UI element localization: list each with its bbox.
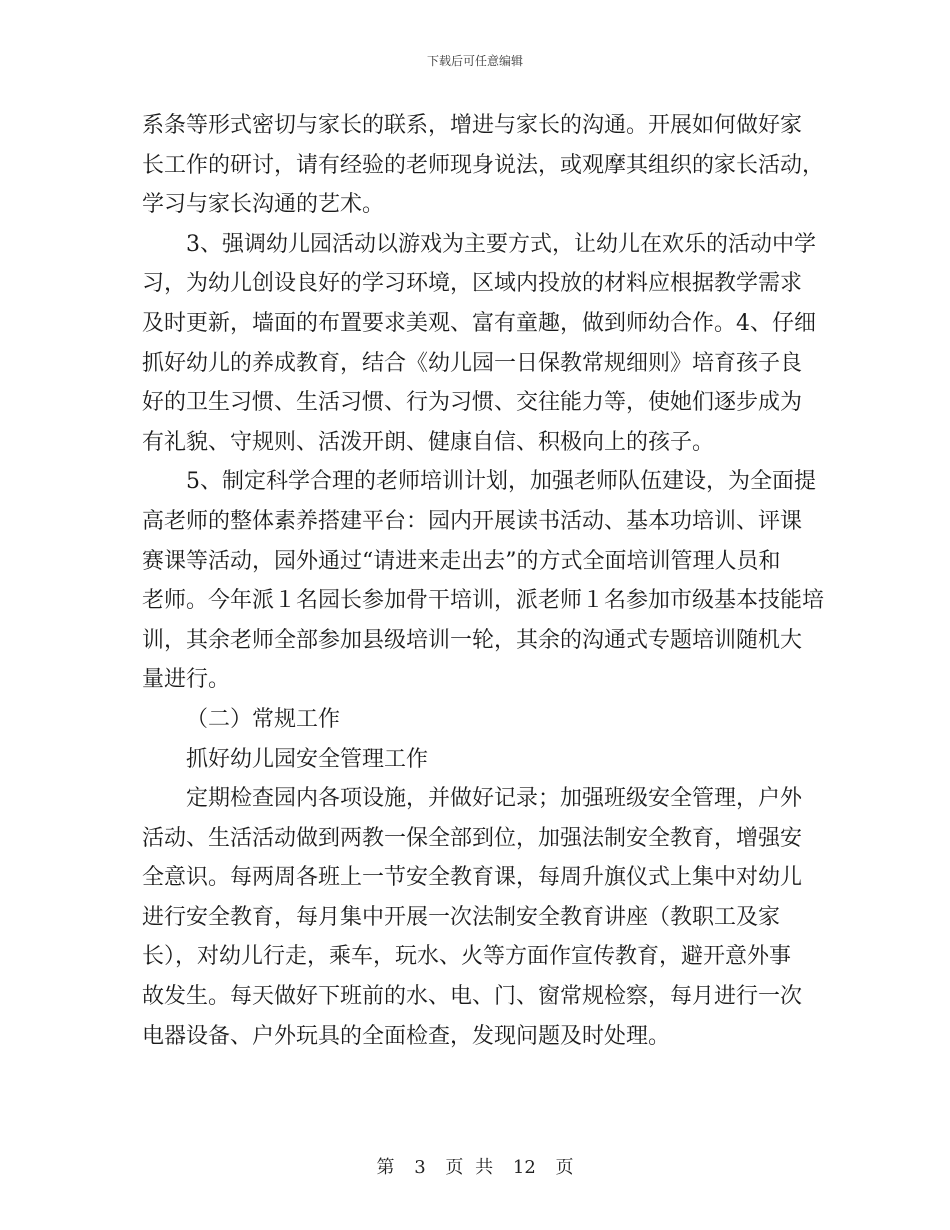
document-body (142, 106, 825, 1056)
text-line: 老师。今年派１名园长参加骨干培训，派老师１名参加市级基本技能培 (142, 588, 825, 614)
text-line: 有礼貌、守规则、活泼开朗、健康自信、积极向上的孩子。 (142, 429, 715, 455)
text-line: 5、制定科学合理的老师培训计划，加强老师队伍建设，为全面提 (186, 469, 816, 495)
text-line: 抓好幼儿的养成教育，结合《幼儿园一日保教常规细则》培育孩子良 (142, 350, 803, 376)
page-label-prefix: 第 (376, 1157, 395, 1178)
page-label-suffix: 页 (555, 1157, 574, 1178)
text-line: 3、强调幼儿园活动以游戏为主要方式，让幼儿在欢乐的活动中学 (186, 231, 816, 257)
page-footer (0, 1153, 950, 1179)
text-line: 好的卫生习惯、生活习惯、行为习惯、交往能力等，使她们逐步成为 (142, 390, 803, 416)
page-header: 下载后可任意编辑 (426, 54, 523, 68)
text-line: 长工作的研讨，请有经验的老师现身说法，或观摩其组织的家长活动， (142, 152, 825, 178)
text-line: 活动、生活活动做到两教一保全部到位，加强法制安全教育，增强安 (142, 825, 803, 851)
text-line: 训，其余老师全部参加县级培训一轮，其余的沟通式专题培训随机大 (142, 627, 803, 653)
text-line: 进行安全教育，每月集中开展一次法制安全教育讲座（教职工及家 (142, 904, 781, 930)
page-label-middle: 页 共 (445, 1157, 494, 1178)
total-pages-number: 12 (512, 1157, 536, 1178)
text-line: 赛课等活动，园外通过“请进来走出去”的方式全面培训管理人员和 (142, 548, 781, 574)
text-line: 高老师的整体素养搭建平台：园内开展读书活动、基本功培训、评课 (142, 508, 803, 534)
paragraph-parent-contact (142, 106, 825, 225)
text-line: 电器设备、户外玩具的全面检查，发现问题及时处理。 (142, 1023, 671, 1049)
text-line: 系条等形式密切与家长的联系，增进与家长的沟通。开展如何做好家 (142, 113, 803, 138)
heading-routine-work: （二）常规工作 (186, 706, 341, 732)
subsection-heading (142, 740, 806, 780)
text-line: 学习与家长沟通的艺术。 (142, 192, 385, 218)
text-line: 故发生。每天做好下班前的水、电、门、窗常规检察，每月进行一次 (142, 984, 803, 1010)
text-line: 全意识。每两周各班上一节安全教育课，每周升旗仪式上集中对幼儿 (142, 865, 803, 891)
section-heading (142, 700, 806, 740)
paragraph-safety (142, 779, 806, 1056)
paragraph-activities (142, 225, 816, 463)
text-line: 习，为幼儿创设良好的学习环境，区域内投放的材料应根据教学需求 (142, 271, 803, 297)
text-line: 及时更新，墙面的布置要求美观、富有童趣，做到师幼合作。4、仔细 (142, 310, 816, 336)
text-line: 定期检查园内各项设施，并做好记录；加强班级安全管理，户外 (186, 786, 803, 812)
text-line: 量进行。 (142, 667, 231, 693)
current-page-number: 3 (414, 1157, 426, 1178)
paragraph-teacher-training (142, 462, 825, 700)
heading-safety-management: 抓好幼儿园安全管理工作 (186, 746, 429, 772)
text-line: 长），对幼儿行走，乘车，玩水、火等方面作宣传教育，避开意外事 (142, 944, 792, 970)
